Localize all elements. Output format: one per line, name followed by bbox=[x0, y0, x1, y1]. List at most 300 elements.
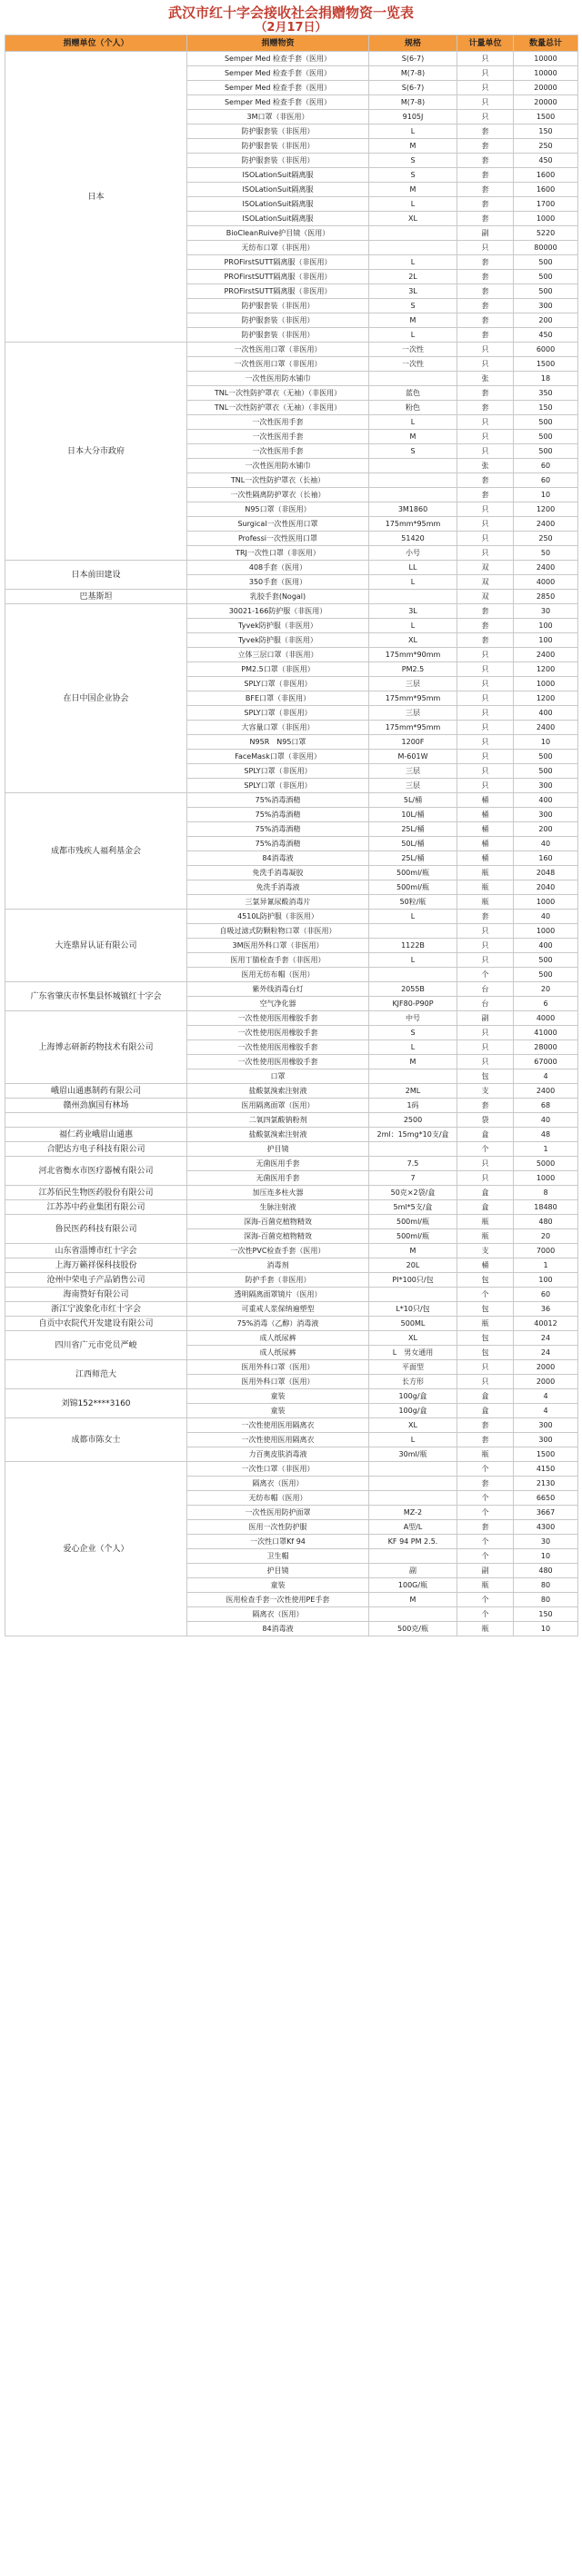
item-cell: 成人纸尿裤 bbox=[187, 1346, 369, 1360]
unit-cell: 副 bbox=[457, 1564, 514, 1578]
unit-cell: 套 bbox=[457, 401, 514, 415]
spec-cell: 50L/桶 bbox=[369, 837, 457, 851]
unit-cell: 套 bbox=[457, 284, 514, 299]
item-cell: Semper Med 检查手套（医用） bbox=[187, 81, 369, 95]
item-cell: 一次性医用口罩（非医用） bbox=[187, 357, 369, 372]
spec-cell: L bbox=[369, 1040, 457, 1055]
item-cell: 大容量口罩（非医用） bbox=[187, 721, 369, 735]
item-cell: 童装 bbox=[187, 1404, 369, 1418]
spec-cell: 500ml/瓶 bbox=[369, 1215, 457, 1229]
spec-cell: 3L bbox=[369, 284, 457, 299]
quantity-cell: 6000 bbox=[514, 343, 578, 357]
table-row bbox=[5, 1288, 578, 1302]
quantity-cell: 7000 bbox=[514, 1244, 578, 1258]
item-cell: SPLY口罩（非医用） bbox=[187, 779, 369, 793]
item-cell: 深海-百菌克植物精效 bbox=[187, 1215, 369, 1229]
item-cell: 隔离衣（医用） bbox=[187, 1477, 369, 1491]
unit-cell: 只 bbox=[457, 110, 514, 124]
quantity-cell: 500 bbox=[514, 430, 578, 444]
table-row bbox=[5, 561, 578, 575]
quantity-cell: 500 bbox=[514, 284, 578, 299]
spec-cell: L bbox=[369, 197, 457, 212]
table-row bbox=[5, 1215, 578, 1229]
quantity-cell: 250 bbox=[514, 139, 578, 154]
item-cell: PROFirstSUTT隔离服（非医用） bbox=[187, 270, 369, 284]
quantity-cell: 20000 bbox=[514, 81, 578, 95]
quantity-cell: 2048 bbox=[514, 866, 578, 880]
table-row bbox=[5, 1011, 578, 1026]
item-cell: TNL一次性防护罩衣（无袖）（非医用） bbox=[187, 386, 369, 401]
unit-cell: 包 bbox=[457, 1331, 514, 1346]
unit-cell: 套 bbox=[457, 633, 514, 648]
quantity-cell: 1700 bbox=[514, 197, 578, 212]
quantity-cell: 60 bbox=[514, 1288, 578, 1302]
quantity-cell: 67000 bbox=[514, 1055, 578, 1069]
unit-cell: 只 bbox=[457, 1171, 514, 1186]
unit-cell: 包 bbox=[457, 1302, 514, 1317]
quantity-cell: 6650 bbox=[514, 1491, 578, 1506]
item-cell: SPLY口罩（非医用） bbox=[187, 706, 369, 721]
unit-cell: 双 bbox=[457, 561, 514, 575]
spec-cell: L bbox=[369, 953, 457, 968]
donor-cell: 爱心企业（个人） bbox=[5, 1462, 187, 1636]
item-cell: 成人纸尿裤 bbox=[187, 1331, 369, 1346]
unit-cell: 只 bbox=[457, 648, 514, 662]
donor-cell: 大连鼎昇认证有限公司 bbox=[5, 910, 187, 982]
unit-cell: 桶 bbox=[457, 808, 514, 822]
quantity-cell: 2130 bbox=[514, 1477, 578, 1491]
unit-cell: 个 bbox=[457, 1491, 514, 1506]
unit-cell: 副 bbox=[457, 226, 514, 241]
quantity-cell: 500 bbox=[514, 270, 578, 284]
unit-cell: 只 bbox=[457, 1026, 514, 1040]
spec-cell: S bbox=[369, 444, 457, 459]
table-row bbox=[5, 343, 578, 357]
donor-cell: 赣州劲旗国有林场 bbox=[5, 1099, 187, 1113]
spec-cell: 小号 bbox=[369, 546, 457, 561]
unit-cell: 套 bbox=[457, 255, 514, 270]
unit-cell: 桶 bbox=[457, 1258, 514, 1273]
quantity-cell: 4 bbox=[514, 1389, 578, 1404]
table-row bbox=[5, 1418, 578, 1433]
donor-cell: 上海博志研新药物技术有限公司 bbox=[5, 1011, 187, 1084]
spec-cell: L 男女通用 bbox=[369, 1346, 457, 1360]
item-cell: 三氯异氰尿酸消毒片 bbox=[187, 895, 369, 910]
item-cell: 防护手套（非医用） bbox=[187, 1273, 369, 1288]
spec-cell: XL bbox=[369, 1418, 457, 1433]
spec-cell: 7.5 bbox=[369, 1157, 457, 1171]
spec-cell: 1200F bbox=[369, 735, 457, 750]
spec-cell: XL bbox=[369, 633, 457, 648]
header-unit: 计量单位 bbox=[457, 35, 514, 52]
spec-cell: 500ml/瓶 bbox=[369, 880, 457, 895]
unit-cell: 只 bbox=[457, 66, 514, 81]
donor-cell: 江苏苏中药业集团有限公司 bbox=[5, 1200, 187, 1215]
table-row bbox=[5, 1389, 578, 1404]
spec-cell bbox=[369, 1288, 457, 1302]
table-row bbox=[5, 1258, 578, 1273]
quantity-cell: 500 bbox=[514, 764, 578, 779]
spec-cell: KJF80-P90P bbox=[369, 997, 457, 1011]
spec-cell: 2055B bbox=[369, 982, 457, 997]
item-cell: 30021-166防护服（非医用） bbox=[187, 604, 369, 619]
quantity-cell: 30 bbox=[514, 1535, 578, 1549]
quantity-cell: 500 bbox=[514, 953, 578, 968]
item-cell: 乳胶手套(Nogal) bbox=[187, 590, 369, 604]
unit-cell: 只 bbox=[457, 764, 514, 779]
spec-cell: 100g/盒 bbox=[369, 1389, 457, 1404]
spec-cell: 3L bbox=[369, 604, 457, 619]
unit-cell: 套 bbox=[457, 328, 514, 343]
unit-cell: 盒 bbox=[457, 1186, 514, 1200]
item-cell: 加压连多柱火器 bbox=[187, 1186, 369, 1200]
quantity-cell: 40 bbox=[514, 910, 578, 924]
quantity-cell: 68 bbox=[514, 1099, 578, 1113]
table-row bbox=[5, 1186, 578, 1200]
quantity-cell: 500 bbox=[514, 750, 578, 764]
spec-cell: S bbox=[369, 1026, 457, 1040]
donor-cell: 刘锦152****3160 bbox=[5, 1389, 187, 1418]
unit-cell: 只 bbox=[457, 430, 514, 444]
spec-cell: 三层 bbox=[369, 764, 457, 779]
spec-cell bbox=[369, 473, 457, 488]
item-cell: 75%消毒酒精 bbox=[187, 808, 369, 822]
spec-cell: M(7-8) bbox=[369, 66, 457, 81]
spec-cell: S bbox=[369, 154, 457, 168]
item-cell: 护目镜 bbox=[187, 1564, 369, 1578]
spec-cell: 25L/桶 bbox=[369, 851, 457, 866]
donor-cell: 巴基斯坦 bbox=[5, 590, 187, 604]
quantity-cell: 100 bbox=[514, 633, 578, 648]
unit-cell: 只 bbox=[457, 532, 514, 546]
quantity-cell: 1000 bbox=[514, 924, 578, 939]
item-cell: 3M医用外科口罩（非医用） bbox=[187, 939, 369, 953]
item-cell: FaceMask口罩（非医用） bbox=[187, 750, 369, 764]
unit-cell: 瓶 bbox=[457, 1215, 514, 1229]
item-cell: N95R N95口罩 bbox=[187, 735, 369, 750]
unit-cell: 只 bbox=[457, 691, 514, 706]
unit-cell: 台 bbox=[457, 982, 514, 997]
unit-cell: 包 bbox=[457, 1069, 514, 1084]
unit-cell: 个 bbox=[457, 1462, 514, 1477]
donor-cell: 鲁民医药科技有限公司 bbox=[5, 1215, 187, 1244]
quantity-cell: 18 bbox=[514, 372, 578, 386]
item-cell: 空气净化器 bbox=[187, 997, 369, 1011]
spec-cell: 2ml：15mg*10支/盒 bbox=[369, 1128, 457, 1142]
item-cell: 防护服套装（非医用） bbox=[187, 139, 369, 154]
spec-cell: L bbox=[369, 124, 457, 139]
item-cell: BFE口罩（非医用） bbox=[187, 691, 369, 706]
spec-cell: MZ-2 bbox=[369, 1506, 457, 1520]
item-cell: 透明隔离面罩镜片（医用） bbox=[187, 1288, 369, 1302]
quantity-cell: 80000 bbox=[514, 241, 578, 255]
quantity-cell: 20 bbox=[514, 982, 578, 997]
table-row bbox=[5, 1084, 578, 1099]
spec-cell: 一次性 bbox=[369, 343, 457, 357]
spec-cell: 3M1860 bbox=[369, 502, 457, 517]
table-row bbox=[5, 910, 578, 924]
unit-cell: 张 bbox=[457, 372, 514, 386]
spec-cell: L bbox=[369, 619, 457, 633]
item-cell: ISOLationSuit隔离服 bbox=[187, 212, 369, 226]
unit-cell: 个 bbox=[457, 1549, 514, 1564]
spec-cell: L bbox=[369, 255, 457, 270]
unit-cell: 套 bbox=[457, 313, 514, 328]
quantity-cell: 1600 bbox=[514, 183, 578, 197]
unit-cell: 套 bbox=[457, 1099, 514, 1113]
quantity-cell: 24 bbox=[514, 1346, 578, 1360]
quantity-cell: 20 bbox=[514, 1229, 578, 1244]
spec-cell: 175mm*90mm bbox=[369, 648, 457, 662]
unit-cell: 套 bbox=[457, 604, 514, 619]
item-cell: PM2.5口罩（非医用） bbox=[187, 662, 369, 677]
item-cell: 一次性使用医用橡胶手套 bbox=[187, 1055, 369, 1069]
quantity-cell: 4000 bbox=[514, 1011, 578, 1026]
unit-cell: 个 bbox=[457, 968, 514, 982]
spec-cell bbox=[369, 488, 457, 502]
item-cell: 75%消毒酒精 bbox=[187, 793, 369, 808]
spec-cell: 1122B bbox=[369, 939, 457, 953]
item-cell: 童装 bbox=[187, 1389, 369, 1404]
item-cell: 防护服套装（非医用） bbox=[187, 124, 369, 139]
quantity-cell: 450 bbox=[514, 328, 578, 343]
item-cell: 一次性PVC检查手套（医用） bbox=[187, 1244, 369, 1258]
unit-cell: 个 bbox=[457, 1593, 514, 1607]
unit-cell: 套 bbox=[457, 473, 514, 488]
spec-cell bbox=[369, 1462, 457, 1477]
donation-table bbox=[5, 35, 578, 1636]
item-cell: 医用无纺布帽（医用） bbox=[187, 968, 369, 982]
spec-cell: M bbox=[369, 1593, 457, 1607]
quantity-cell: 1 bbox=[514, 1258, 578, 1273]
unit-cell: 只 bbox=[457, 939, 514, 953]
table-row bbox=[5, 1273, 578, 1288]
spec-cell: L bbox=[369, 575, 457, 590]
item-cell: 无纺布口罩（非医用） bbox=[187, 241, 369, 255]
spec-cell: 100g/盒 bbox=[369, 1404, 457, 1418]
quantity-cell: 1 bbox=[514, 1142, 578, 1157]
unit-cell: 双 bbox=[457, 590, 514, 604]
item-cell: TNL一次性防护罩衣（无袖）（非医用） bbox=[187, 401, 369, 415]
quantity-cell: 400 bbox=[514, 939, 578, 953]
donor-cell: 福仁药业峨眉山通惠 bbox=[5, 1128, 187, 1142]
unit-cell: 瓶 bbox=[457, 1447, 514, 1462]
item-cell: 3M口罩（非医用） bbox=[187, 110, 369, 124]
item-cell: 75%消毒酒精 bbox=[187, 837, 369, 851]
quantity-cell: 10 bbox=[514, 488, 578, 502]
item-cell: Semper Med 检查手套（医用） bbox=[187, 66, 369, 81]
table-row bbox=[5, 1142, 578, 1157]
quantity-cell: 2000 bbox=[514, 1360, 578, 1375]
unit-cell: 只 bbox=[457, 1157, 514, 1171]
spec-cell: 50克×2袋/盒 bbox=[369, 1186, 457, 1200]
item-cell: TNL一次性防护罩衣（长袖） bbox=[187, 473, 369, 488]
spec-cell: L bbox=[369, 910, 457, 924]
spec-cell: 10L/桶 bbox=[369, 808, 457, 822]
spec-cell: S bbox=[369, 168, 457, 183]
spec-cell bbox=[369, 968, 457, 982]
item-cell: 一次性医用防水铺巾 bbox=[187, 372, 369, 386]
item-cell: 防护服套装（非医用） bbox=[187, 328, 369, 343]
donor-cell: 日本前田建设 bbox=[5, 561, 187, 590]
quantity-cell: 10000 bbox=[514, 52, 578, 66]
spec-cell: PI*100只/包 bbox=[369, 1273, 457, 1288]
item-cell: SPLY口罩（非医用） bbox=[187, 677, 369, 691]
item-cell: Semper Med 检查手套（医用） bbox=[187, 95, 369, 110]
quantity-cell: 10 bbox=[514, 735, 578, 750]
spec-cell: M bbox=[369, 1055, 457, 1069]
item-cell: 一次性使用医用隔离衣 bbox=[187, 1418, 369, 1433]
spec-cell bbox=[369, 1069, 457, 1084]
unit-cell: 套 bbox=[457, 197, 514, 212]
quantity-cell: 1500 bbox=[514, 110, 578, 124]
spec-cell: M bbox=[369, 1244, 457, 1258]
quantity-cell: 24 bbox=[514, 1331, 578, 1346]
unit-cell: 桶 bbox=[457, 822, 514, 837]
table-row bbox=[5, 982, 578, 997]
unit-cell: 个 bbox=[457, 1288, 514, 1302]
unit-cell: 瓶 bbox=[457, 880, 514, 895]
item-cell: 防护服套装（非医用） bbox=[187, 154, 369, 168]
item-cell: 84消毒液 bbox=[187, 1622, 369, 1636]
document-title-block bbox=[0, 0, 582, 35]
unit-cell: 套 bbox=[457, 139, 514, 154]
spec-cell: 25L/桶 bbox=[369, 822, 457, 837]
spec-cell: 三层 bbox=[369, 677, 457, 691]
quantity-cell: 300 bbox=[514, 779, 578, 793]
item-cell: Professi一次性医用口罩 bbox=[187, 532, 369, 546]
donor-cell: 浙江宁波象化市红十字会 bbox=[5, 1302, 187, 1317]
spec-cell bbox=[369, 1477, 457, 1491]
unit-cell: 只 bbox=[457, 924, 514, 939]
spec-cell bbox=[369, 1491, 457, 1506]
unit-cell: 袋 bbox=[457, 1113, 514, 1128]
unit-cell: 只 bbox=[457, 721, 514, 735]
spec-cell: 5L/桶 bbox=[369, 793, 457, 808]
item-cell: 卫生帽 bbox=[187, 1549, 369, 1564]
table-body bbox=[5, 52, 578, 1636]
quantity-cell: 300 bbox=[514, 299, 578, 313]
item-cell: 免洗手消毒凝胶 bbox=[187, 866, 369, 880]
quantity-cell: 1000 bbox=[514, 1171, 578, 1186]
item-cell: 免洗手消毒液 bbox=[187, 880, 369, 895]
spec-cell: XL bbox=[369, 1331, 457, 1346]
unit-cell: 支 bbox=[457, 1084, 514, 1099]
spec-cell bbox=[369, 1142, 457, 1157]
donor-cell: 成都市陈女士 bbox=[5, 1418, 187, 1462]
unit-cell: 盒 bbox=[457, 1200, 514, 1215]
unit-cell: 只 bbox=[457, 662, 514, 677]
item-cell: 408手套（医用） bbox=[187, 561, 369, 575]
item-cell: 350手套（医用） bbox=[187, 575, 369, 590]
item-cell: 盐酸氨溴索注射液 bbox=[187, 1084, 369, 1099]
item-cell: N95口罩（非医用） bbox=[187, 502, 369, 517]
spec-cell: M-601W bbox=[369, 750, 457, 764]
unit-cell: 只 bbox=[457, 1055, 514, 1069]
unit-cell: 套 bbox=[457, 212, 514, 226]
table-row bbox=[5, 1157, 578, 1171]
spec-cell: S(6-7) bbox=[369, 52, 457, 66]
spec-cell: S(6-7) bbox=[369, 81, 457, 95]
unit-cell: 套 bbox=[457, 1520, 514, 1535]
unit-cell: 只 bbox=[457, 95, 514, 110]
item-cell: 医用隔离面罩（医用） bbox=[187, 1099, 369, 1113]
unit-cell: 个 bbox=[457, 1506, 514, 1520]
quantity-cell: 2400 bbox=[514, 561, 578, 575]
item-cell: ISOLationSuit隔离服 bbox=[187, 197, 369, 212]
quantity-cell: 150 bbox=[514, 1607, 578, 1622]
spec-cell bbox=[369, 241, 457, 255]
spec-cell: 50粒/瓶 bbox=[369, 895, 457, 910]
spec-cell: L bbox=[369, 1433, 457, 1447]
item-cell: 84消毒液 bbox=[187, 851, 369, 866]
quantity-cell: 6 bbox=[514, 997, 578, 1011]
item-cell: 盐酸氨溴索注射液 bbox=[187, 1128, 369, 1142]
item-cell: 深海-百菌克植物精效 bbox=[187, 1229, 369, 1244]
quantity-cell: 480 bbox=[514, 1564, 578, 1578]
spec-cell: 500ml/瓶 bbox=[369, 1229, 457, 1244]
quantity-cell: 500 bbox=[514, 968, 578, 982]
spec-cell: 粉色 bbox=[369, 401, 457, 415]
unit-cell: 双 bbox=[457, 575, 514, 590]
spec-cell: 平面型 bbox=[369, 1360, 457, 1375]
unit-cell: 支 bbox=[457, 1244, 514, 1258]
unit-cell: 个 bbox=[457, 1142, 514, 1157]
spec-cell bbox=[369, 226, 457, 241]
quantity-cell: 2850 bbox=[514, 590, 578, 604]
spec-cell bbox=[369, 372, 457, 386]
spec-cell: 500ml/瓶 bbox=[369, 866, 457, 880]
spec-cell: 175mm*95mm bbox=[369, 517, 457, 532]
quantity-cell: 1200 bbox=[514, 502, 578, 517]
quantity-cell: 30 bbox=[514, 604, 578, 619]
item-cell: 立体三层口罩（非医用） bbox=[187, 648, 369, 662]
table-row bbox=[5, 1331, 578, 1346]
unit-cell: 套 bbox=[457, 619, 514, 633]
unit-cell: 瓶 bbox=[457, 1622, 514, 1636]
quantity-cell: 40012 bbox=[514, 1317, 578, 1331]
quantity-cell: 3667 bbox=[514, 1506, 578, 1520]
spec-cell: 2L bbox=[369, 270, 457, 284]
unit-cell: 套 bbox=[457, 386, 514, 401]
quantity-cell: 80 bbox=[514, 1578, 578, 1593]
item-cell: 一次性口罩（非医用） bbox=[187, 1462, 369, 1477]
quantity-cell: 150 bbox=[514, 124, 578, 139]
unit-cell: 桶 bbox=[457, 793, 514, 808]
donor-cell: 广东省肇庆市怀集县怀城镇红十字会 bbox=[5, 982, 187, 1011]
item-cell: 口罩 bbox=[187, 1069, 369, 1084]
quantity-cell: 400 bbox=[514, 706, 578, 721]
spec-cell bbox=[369, 1607, 457, 1622]
quantity-cell: 2400 bbox=[514, 1084, 578, 1099]
item-cell: Semper Med 检查手套（医用） bbox=[187, 52, 369, 66]
item-cell: 一次性医用手套 bbox=[187, 444, 369, 459]
unit-cell: 只 bbox=[457, 415, 514, 430]
item-cell: 二氧四氯酸钠粉剂 bbox=[187, 1113, 369, 1128]
item-cell: 可重戒人浆保纳遍塑型 bbox=[187, 1302, 369, 1317]
quantity-cell: 1500 bbox=[514, 1447, 578, 1462]
quantity-cell: 60 bbox=[514, 459, 578, 473]
unit-cell: 套 bbox=[457, 299, 514, 313]
spec-cell: KF 94 PM 2.5. bbox=[369, 1535, 457, 1549]
unit-cell: 只 bbox=[457, 779, 514, 793]
item-cell: 无纺布帽（医用） bbox=[187, 1491, 369, 1506]
spec-cell bbox=[369, 459, 457, 473]
donor-cell: 上海万籁祥保科技股份 bbox=[5, 1258, 187, 1273]
quantity-cell: 150 bbox=[514, 401, 578, 415]
donor-cell: 山东省淄博市红十字会 bbox=[5, 1244, 187, 1258]
spec-cell bbox=[369, 924, 457, 939]
